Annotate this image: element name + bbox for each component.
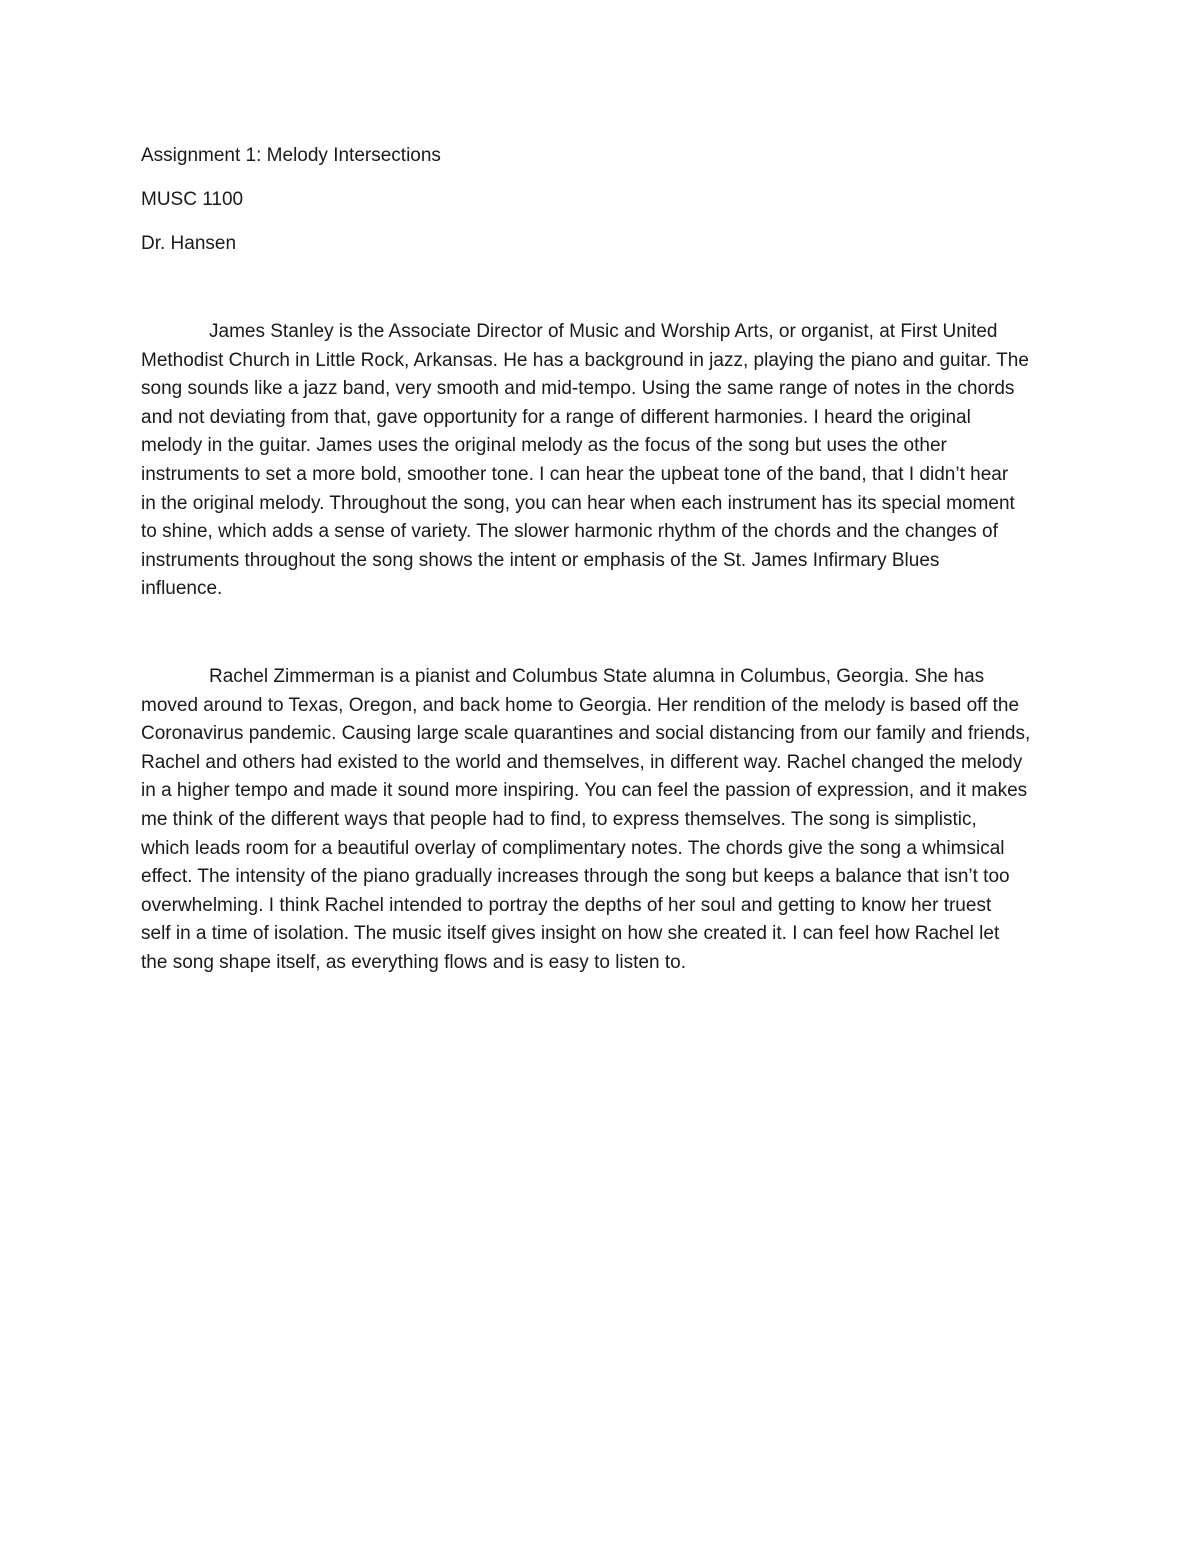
instructor-name: Dr. Hansen [141,233,237,254]
text-line: song sounds like a jazz band, very smooth and mid-tempo. Using the same range of notes in the chords [141,378,1015,400]
text-line: which leads room for a beautiful overlay of complimentary notes. The chords give the song a whimsical [141,837,1005,859]
text-line: overwhelming. I think Rachel intended to portray the depths of her soul and getting to know her truest [141,894,992,916]
text-line: in a higher tempo and made it sound more inspiring. You can feel the passion of expression, and it makes [141,780,1028,802]
text-line: Coronavirus pandemic. Causing large scale quarantines and social distancing from our family and friends, [141,723,1031,745]
text-line: instruments to set a more bold, smoother tone. I can hear the upbeat tone of the band, that I didn’t hear [141,463,1009,485]
text-line: moved around to Texas, Oregon, and back home to Georgia. Her rendition of the melody is based off the [141,694,1020,716]
text-line: instruments throughout the song shows the intent or emphasis of the St. James Infirmary Blues [141,549,940,571]
text-line: me think of the different ways that people had to find, to express themselves. The song is simplistic, [141,808,977,830]
text-line: influence. [141,578,223,600]
text-line: to shine, which adds a sense of variety. The slower harmonic rhythm of the chords and the changes of [141,521,998,543]
text-line: the song shape itself, as everything flows and is easy to listen to. [141,951,686,973]
text-line: melody in the guitar. James uses the original melody as the focus of the song but uses the other [141,435,947,457]
paragraph-rachel-zimmerman [141,663,1071,978]
text-line: in the original melody. Throughout the song, you can hear when each instrument has its special moment [141,492,1015,514]
course-code: MUSC 1100 [141,189,244,210]
text-line: Methodist Church in Little Rock, Arkansas. He has a background in jazz, playing the piano and guitar. The [141,349,1029,371]
text-line: effect. The intensity of the piano gradually increases through the song but keeps a balance that isn’t too [141,866,1010,888]
assignment-title: Assignment 1: Melody Intersections [141,145,441,166]
paragraph-james-stanley [141,318,1071,604]
text-line: and not deviating from that, gave opportunity for a range of different harmonies. I heard the original [141,406,971,428]
text-line: self in a time of isolation. The music itself gives insight on how she created it. I can feel how Rachel let [141,923,1000,945]
text-line: James Stanley is the Associate Director of Music and Worship Arts, or organist, at First United [209,321,998,342]
text-line: Rachel and others had existed to the world and themselves, in different way. Rachel changed the melody [141,751,1023,773]
text-line: Rachel Zimmerman is a pianist and Columbus State alumna in Columbus, Georgia. She has [209,666,985,687]
